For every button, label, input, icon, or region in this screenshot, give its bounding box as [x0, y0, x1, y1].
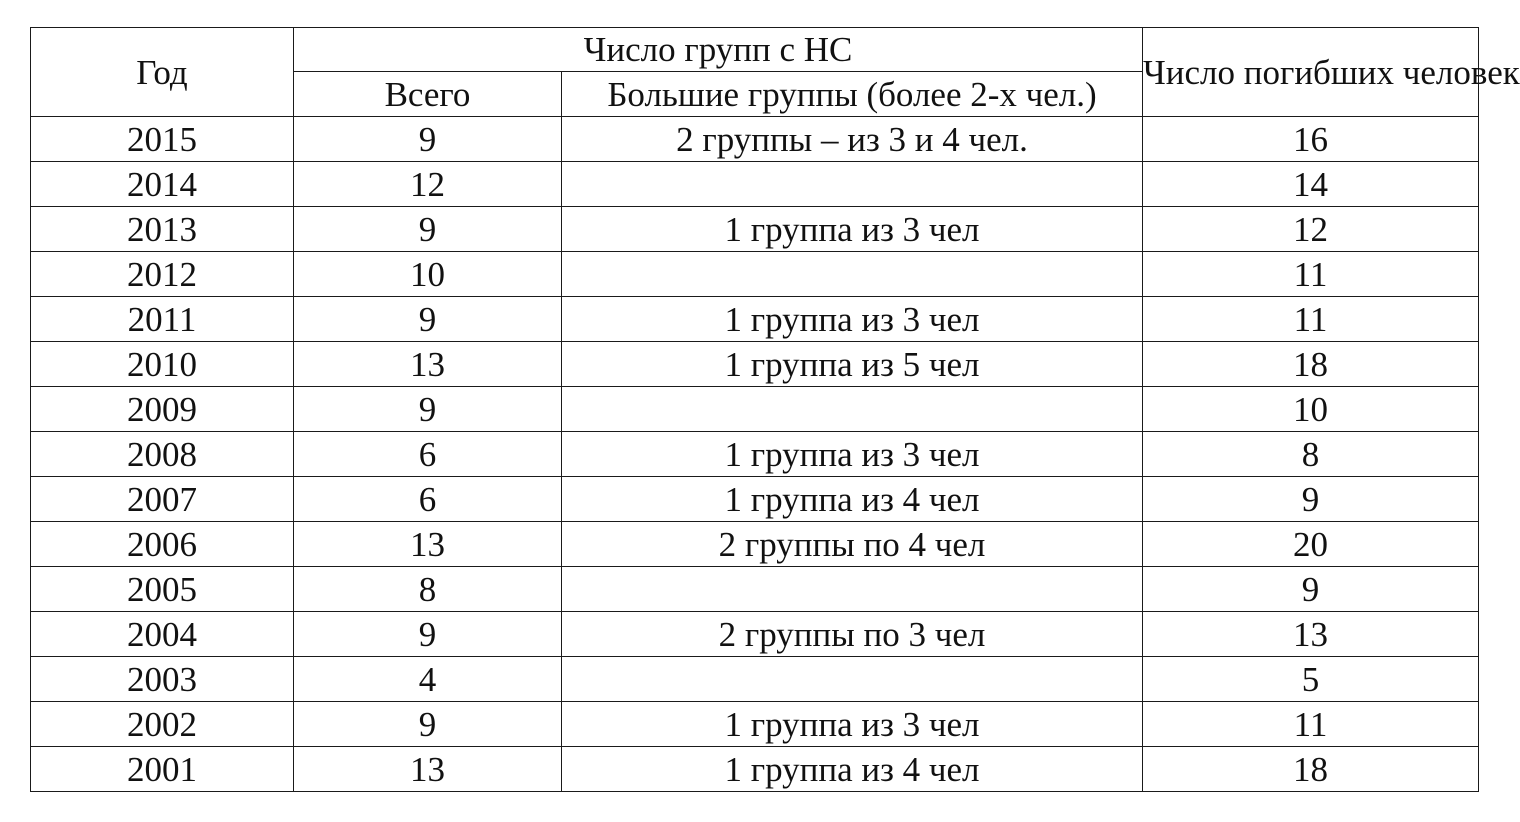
- cell-total: 13: [294, 342, 562, 387]
- table-row: [31, 252, 1479, 297]
- groups-column-header: Число групп с НС: [294, 28, 1143, 72]
- table-row: [31, 207, 1479, 252]
- table-row: [31, 432, 1479, 477]
- cell-year: 2011: [31, 297, 294, 342]
- cell-large-groups: 1 группа из 3 чел: [562, 432, 1143, 477]
- cell-large-groups: 1 группа из 3 чел: [562, 702, 1143, 747]
- cell-deaths: 11: [1143, 702, 1479, 747]
- table-row: [31, 702, 1479, 747]
- table-row: [31, 162, 1479, 207]
- cell-deaths: 9: [1143, 477, 1479, 522]
- cell-total: 9: [294, 387, 562, 432]
- cell-large-groups: [562, 387, 1143, 432]
- table-row: [31, 567, 1479, 612]
- cell-year: 2004: [31, 612, 294, 657]
- cell-large-groups: 1 группа из 4 чел: [562, 747, 1143, 792]
- cell-deaths: 16: [1143, 117, 1479, 162]
- cell-deaths: 14: [1143, 162, 1479, 207]
- cell-deaths: 18: [1143, 747, 1479, 792]
- cell-year: 2014: [31, 162, 294, 207]
- cell-total: 9: [294, 207, 562, 252]
- cell-year: 2001: [31, 747, 294, 792]
- cell-large-groups: [562, 567, 1143, 612]
- large-groups-column-header: Большие группы (более 2-х чел.): [562, 72, 1143, 117]
- cell-large-groups: 2 группы – из 3 и 4 чел.: [562, 117, 1143, 162]
- accident-statistics-table: [30, 27, 1520, 792]
- cell-total: 13: [294, 522, 562, 567]
- cell-year: 2009: [31, 387, 294, 432]
- table-header: [31, 28, 1520, 117]
- cell-year: 2006: [31, 522, 294, 567]
- cell-total: 8: [294, 567, 562, 612]
- cell-deaths: 10: [1143, 387, 1479, 432]
- table-row: [31, 522, 1479, 567]
- cell-total: 10: [294, 252, 562, 297]
- table-row: [31, 387, 1479, 432]
- cell-deaths: 9: [1143, 567, 1479, 612]
- total-column-header: Всего: [294, 72, 562, 117]
- cell-total: 9: [294, 117, 562, 162]
- cell-year: 2012: [31, 252, 294, 297]
- cell-large-groups: 2 группы по 3 чел: [562, 612, 1143, 657]
- cell-year: 2003: [31, 657, 294, 702]
- cell-year: 2010: [31, 342, 294, 387]
- cell-year: 2005: [31, 567, 294, 612]
- cell-deaths: 8: [1143, 432, 1479, 477]
- cell-large-groups: [562, 252, 1143, 297]
- cell-year: 2002: [31, 702, 294, 747]
- deaths-column-header: Число погибших человек: [1143, 28, 1479, 117]
- cell-large-groups: 1 группа из 3 чел: [562, 207, 1143, 252]
- cell-total: 6: [294, 477, 562, 522]
- cell-total: 9: [294, 702, 562, 747]
- cell-large-groups: 1 группа из 5 чел: [562, 342, 1143, 387]
- cell-deaths: 11: [1143, 252, 1479, 297]
- cell-year: 2007: [31, 477, 294, 522]
- cell-total: 6: [294, 432, 562, 477]
- cell-total: 9: [294, 612, 562, 657]
- cell-large-groups: 1 группа из 4 чел: [562, 477, 1143, 522]
- table-row: [31, 342, 1479, 387]
- table-row: [31, 297, 1479, 342]
- cell-deaths: 13: [1143, 612, 1479, 657]
- cell-deaths: 11: [1143, 297, 1479, 342]
- header-row-top: [31, 28, 1479, 72]
- table-body: [31, 117, 1479, 792]
- table-row: [31, 117, 1479, 162]
- table-row: [31, 657, 1479, 702]
- cell-large-groups: 2 группы по 4 чел: [562, 522, 1143, 567]
- cell-total: 4: [294, 657, 562, 702]
- cell-year: 2015: [31, 117, 294, 162]
- cell-year: 2008: [31, 432, 294, 477]
- table-row: [31, 747, 1479, 792]
- table-row: [31, 477, 1479, 522]
- cell-deaths: 18: [1143, 342, 1479, 387]
- cell-large-groups: [562, 162, 1143, 207]
- cell-total: 9: [294, 297, 562, 342]
- cell-deaths: 20: [1143, 522, 1479, 567]
- cell-total: 12: [294, 162, 562, 207]
- cell-deaths: 5: [1143, 657, 1479, 702]
- cell-total: 13: [294, 747, 562, 792]
- cell-large-groups: [562, 657, 1143, 702]
- cell-large-groups: 1 группа из 3 чел: [562, 297, 1143, 342]
- year-column-header: Год: [31, 28, 294, 117]
- cell-year: 2013: [31, 207, 294, 252]
- table-row: [31, 612, 1479, 657]
- cell-deaths: 12: [1143, 207, 1479, 252]
